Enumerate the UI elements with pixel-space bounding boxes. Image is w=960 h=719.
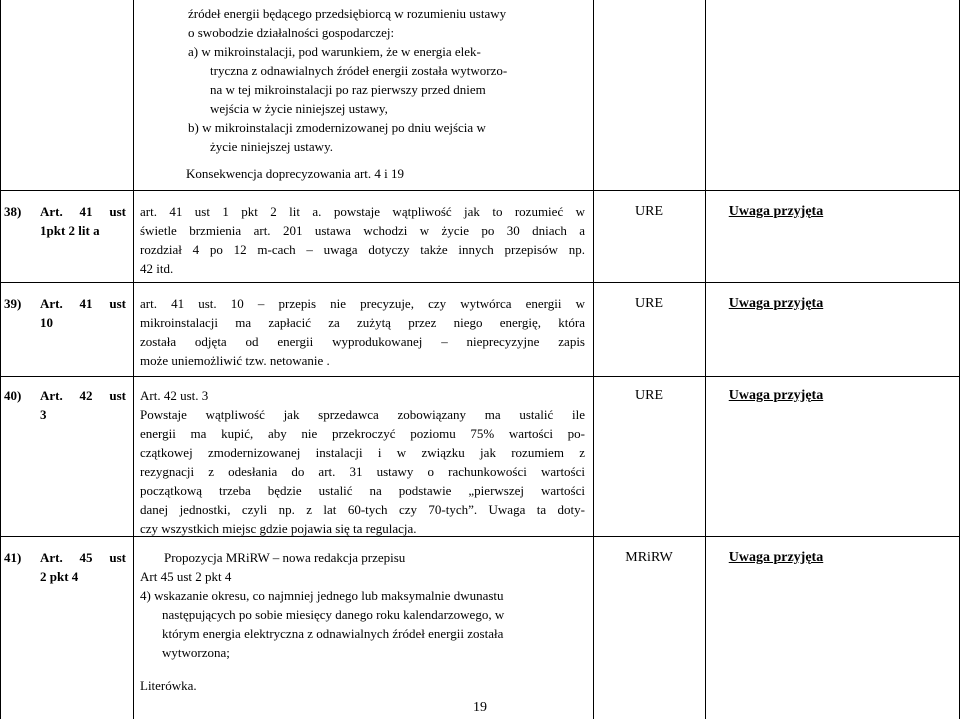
- status-label: Uwaga przyjęta: [728, 550, 824, 565]
- text-line: źródeł energii będącego przedsiębiorcą w rozumieniu ustawy: [188, 6, 507, 21]
- proposal-text: [140, 586, 585, 662]
- text-line: a) w mikroinstalacji, pod warunkiem, że w energia elek-: [188, 44, 481, 59]
- page-number: 19: [473, 700, 487, 715]
- text-line: następujących po sobie miesięcy danego roku kalendarzowego, w: [162, 607, 505, 622]
- text-line: Art. 42 ust. 3: [140, 388, 209, 403]
- text-line: tryczna z odnawialnych źródeł energii została wytworzo-: [210, 63, 508, 78]
- continued-provision-text: [188, 4, 584, 156]
- text-line: mikroinstalacji ma zapłacić za zużytą przez niego energię, która: [140, 315, 585, 330]
- text-line: którym energia elektryczna z odnawialnych źródeł energii została: [162, 626, 504, 641]
- text-line: czy wszystkich miejsc gdzie pojawia się ta regulacja.: [140, 521, 417, 536]
- text-line: świetle brzmienia art. 201 ustawa wchodzi w życie po 30 dniach a: [140, 223, 585, 238]
- text-line: wytworzona;: [162, 645, 230, 660]
- row-divider: [0, 190, 960, 191]
- author-label: URE: [635, 388, 663, 403]
- row-number: 38): [4, 204, 22, 219]
- text-line: na w tej mikroinstalacji po raz pierwszy przed dniem: [210, 82, 486, 97]
- text-line: czątkowej zmodernizowanej instalacji i w związku jak rozumiem z: [140, 445, 585, 460]
- article-line: Art. 42 ust: [40, 388, 126, 403]
- text-line: art. 41 ust. 10 – przepis nie precyzuje, czy wytwórca energii w: [140, 296, 585, 311]
- author-label: URE: [635, 296, 663, 311]
- text-line: o swobodzie działalności gospodarczej:: [188, 25, 395, 40]
- article-line: Art. 41 ust: [40, 296, 126, 311]
- author-label: URE: [635, 204, 663, 219]
- text-line: 42 itd.: [140, 261, 174, 276]
- proposal-note: Literówka.: [140, 678, 197, 693]
- text-line: rozdział 4 po 12 m-cach – uwaga dotyczy także innych przepisów np.: [140, 242, 585, 257]
- proposal-reference: Art 45 ust 2 pkt 4: [140, 569, 232, 584]
- text-line: 4) wskazanie okresu, co najmniej jednego lub maksymalnie dwunastu: [140, 588, 504, 603]
- row-divider: [0, 376, 960, 377]
- text-line: początkową trzeba będzie ustalić na podstawie „pierwszej wartości: [140, 483, 585, 498]
- status-label: Uwaga przyjęta: [728, 296, 824, 311]
- text-line: b) w mikroinstalacji zmodernizowanej po dniu wejścia w: [188, 120, 486, 135]
- column-divider-author: [705, 0, 706, 719]
- article-line: Art. 41 ust: [40, 204, 126, 219]
- text-line: może uniemożliwić tzw. netowanie .: [140, 353, 330, 368]
- article-line: 10: [40, 315, 53, 330]
- text-line: Powstaje wątpliwość jak sprzedawca zobowiązany ma ustalić ile: [140, 407, 585, 422]
- row-number: 41): [4, 550, 22, 565]
- status-label: Uwaga przyjęta: [728, 204, 824, 219]
- article-line: 2 pkt 4: [40, 569, 79, 584]
- article-reference: [40, 202, 126, 240]
- text-line: art. 41 ust 1 pkt 2 lit a. powstaje wątpliwość jak to rozumieć w: [140, 204, 585, 219]
- article-line: 3: [40, 407, 47, 422]
- text-line: została odjęta od energii wyprodukowanej – nieprecyzyjne zapis: [140, 334, 585, 349]
- article-line: 1pkt 2 lit a: [40, 223, 100, 238]
- article-reference: [40, 294, 126, 332]
- column-divider-comment: [593, 0, 594, 719]
- text-line: rezygnacji z odesłania do art. 31 ustawy o rachunkowości wartości: [140, 464, 585, 479]
- proposal-header: Propozycja MRiRW – nowa redakcja przepisu: [164, 550, 406, 565]
- column-divider-article: [133, 0, 134, 719]
- article-reference: [40, 386, 126, 424]
- author-label: MRiRW: [625, 550, 673, 565]
- row-number: 39): [4, 296, 22, 311]
- text-line: energii ma kupić, aby nie przekroczyć poziomu 75% wartości po-: [140, 426, 585, 441]
- row-number: 40): [4, 388, 22, 403]
- consequence-note: Konsekwencja doprecyzowania art. 4 i 19: [186, 166, 405, 181]
- article-line: Art. 45 ust: [40, 550, 126, 565]
- table-border-left: [0, 0, 1, 719]
- comment-text: [140, 202, 585, 278]
- row-divider: [0, 282, 960, 283]
- article-reference: [40, 548, 126, 586]
- comment-text: [140, 386, 585, 538]
- text-line: danej jednostki, czyli np. z lat 60-tych czy 70-tych”. Uwaga ta doty-: [140, 502, 585, 517]
- status-label: Uwaga przyjęta: [728, 388, 824, 403]
- text-line: życie niniejszej ustawy.: [210, 139, 333, 154]
- text-line: wejścia w życie niniejszej ustawy,: [210, 101, 388, 116]
- comment-text: [140, 294, 585, 370]
